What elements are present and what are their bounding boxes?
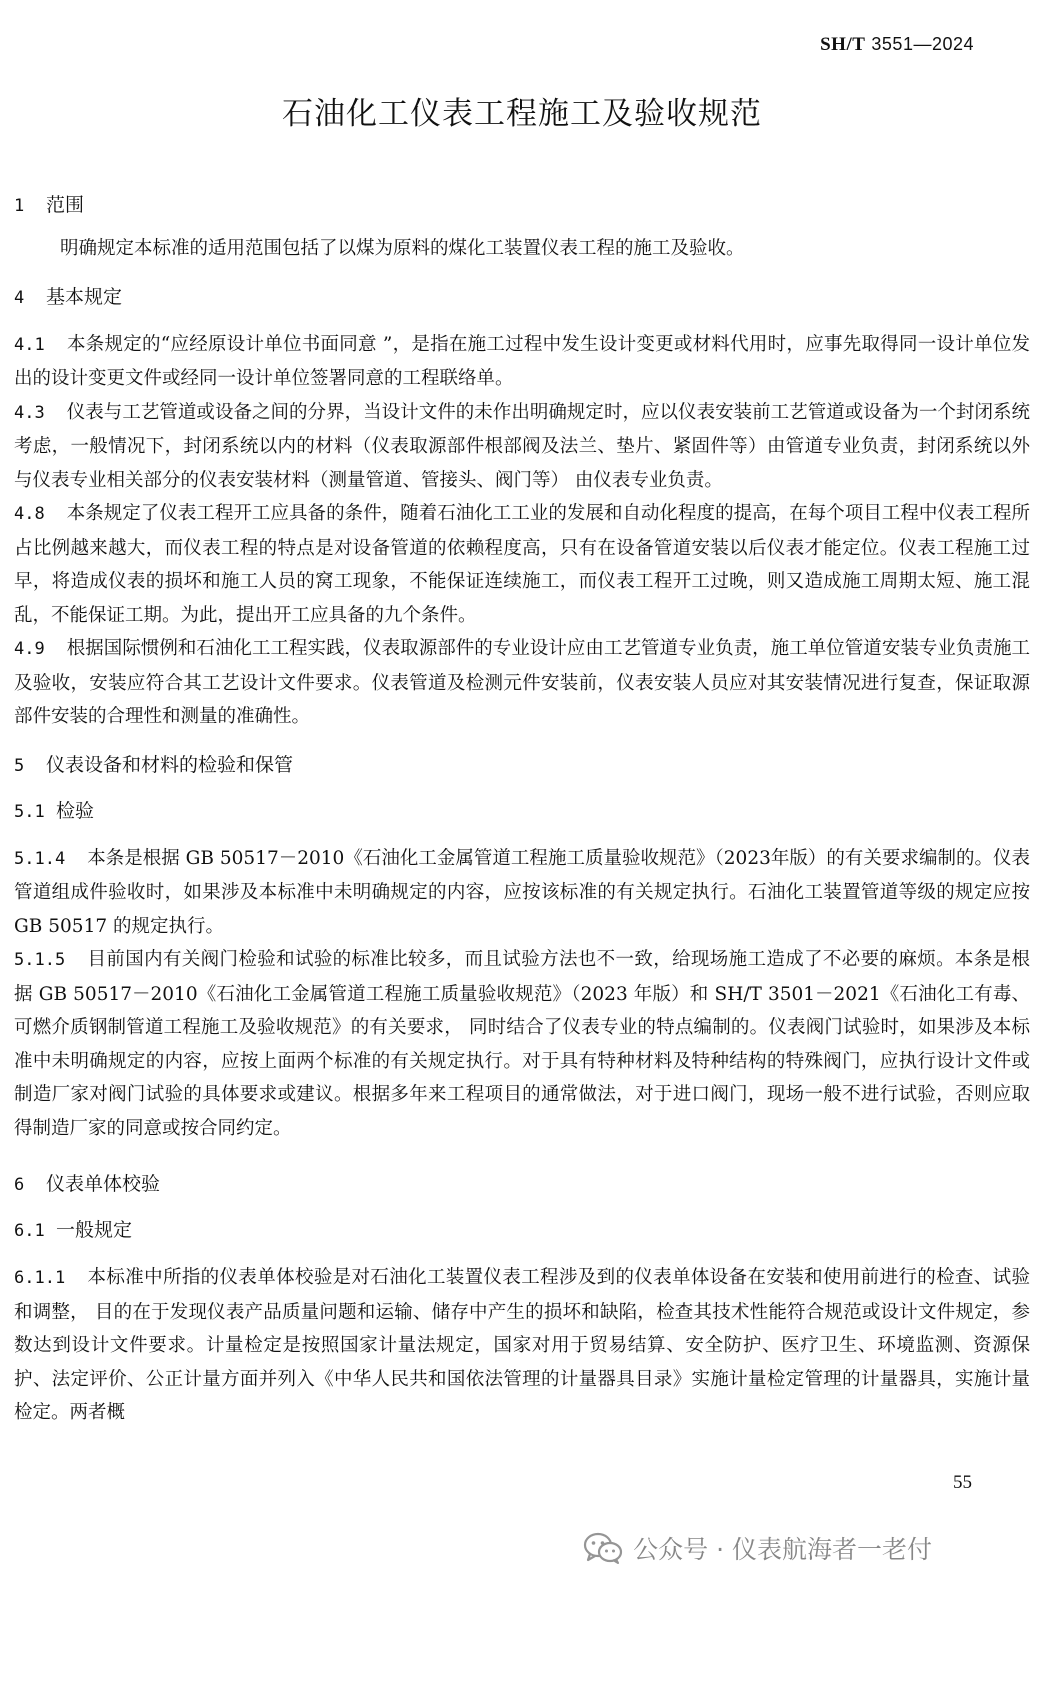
clause-text: 仪表与工艺管道或设备之间的分界，当设计文件的未作出明确规定时，应以仪表安装前工艺管道或设备为一个封闭系统考虑，一般情况下，封闭系统以内的材料（仪表取源部件根部阀及法兰、垫片、紧固件等）由管道专业负责，封闭系统以外与仪表专业相关部分的仪表安装材料（测量管道、管接头、阀门等） 由仪表专业负责。	[14, 401, 1030, 491]
section-heading-4	[14, 282, 1030, 312]
watermark-text: 公众号 · 仪表航海者一老付	[633, 1535, 932, 1564]
clause-text: 本条是根据 GB 50517－2010《石油化工金属管道工程施工质量验收规范》（2023年版）的有关要求编制的。仪表管道组成件验收时，如果涉及本标准中未明确规定的内容，应按该标准的有关规定执行。石油化工装置管道等级的规定应按 GB 50517 的规定执行。	[14, 847, 1030, 937]
subsection-heading-5-1	[14, 796, 1030, 826]
standard-number: 3551—2024	[871, 34, 974, 54]
watermark	[583, 1530, 932, 1566]
document-title: 石油化工仪表工程施工及验收规范	[282, 96, 762, 132]
page-number: 55	[953, 1472, 972, 1493]
section-heading-1	[14, 190, 1030, 220]
section-title: 基本规定	[46, 285, 123, 308]
clause-number: 5.1.5	[14, 950, 66, 970]
clause-number: 4.3	[14, 402, 45, 423]
section-number: 5	[14, 755, 25, 776]
subsection-number: 5.1	[14, 801, 45, 822]
section-title: 范围	[46, 194, 85, 216]
section-heading-5	[14, 750, 1030, 780]
section-number: 1	[14, 196, 25, 216]
section-title: 仪表设备和材料的检验和保管	[46, 753, 294, 776]
standard-label: SH/T	[820, 34, 866, 55]
clause-4-1	[14, 328, 1030, 396]
subsection-number: 6.1	[14, 1221, 45, 1241]
section-number: 6	[14, 1175, 25, 1195]
section-number: 4	[14, 287, 25, 308]
clause-5-1-5	[14, 943, 1030, 1145]
subsection-heading-6-1	[14, 1215, 1030, 1245]
subsection-title: 一般规定	[56, 1219, 133, 1241]
clause-number: 5.1.4	[14, 848, 66, 869]
clause-text: 本标准中所指的仪表单体校验是对石油化工装置仪表工程涉及到的仪表单体设备在安装和使用前进行的检查、试验和调整， 目的在于发现仪表产品质量问题和运输、储存中产生的损坏和缺陷，检查其技术性能符合规范或设计文件规定，参数达到设计文件要求。计量检定是按照国家计量法规定，国家对用于贸易结算、安全防护、医疗卫生、环境监测、资源保护、法定评价、公正计量方面并列入《中华人民共和国依法管理的计量器具目录》实施计量检定管理的计量器具，实施计量检定。两者概	[14, 1267, 1030, 1423]
clause-text: 目前国内有关阀门检验和试验的标准比较多，而且试验方法也不一致，给现场施工造成了不必要的麻烦。本条是根据 GB 50517－2010《石油化工金属管道工程施工质量验收规范》（2023 年版）和 SH/T 3501－2021《石油化工有毒、可燃介质钢制管道工程施工及验收规范》的有关要求， 同时结合了仪表专业的特点编制的。仪表阀门试验时，如果涉及本标准中未明确规定的内容，应按上面两个标准的有关规定执行。对于具有特种材料及特种结构的特殊阀门，应执行设计文件或制造厂家对阀门试验的具体要求或建议。根据多年来工程项目的通常做法，对于进口阀门，现场一般不进行试验，否则应取得制造厂家的同意或按合同约定。	[14, 949, 1030, 1139]
clause-text: 根据国际惯例和石油化工工程实践，仪表取源部件的专业设计应由工艺管道专业负责，施工单位管道安装专业负责施工及验收，安装应符合其工艺设计文件要求。仪表管道及检测元件安装前，仪表安装人员应对其安装情况进行复查，保证取源部件安装的合理性和测量的准确性。	[14, 638, 1030, 727]
clause-4-8	[14, 497, 1030, 632]
wechat-icon	[583, 1532, 623, 1564]
section-heading-6	[14, 1169, 1030, 1199]
paragraph-scope: 明确规定本标准的适用范围包括了以煤为原料的煤化工装置仪表工程的施工及验收。	[60, 238, 745, 259]
section-title: 仪表单体校验	[46, 1173, 161, 1195]
clause-number: 6.1.1	[14, 1268, 66, 1288]
clause-text: 本条规定了仪表工程开工应具备的条件，随着石油化工工业的发展和自动化程度的提高，在每个项目工程中仪表工程所占比例越来越大，而仪表工程的特点是对设备管道的依赖程度高，只有在设备管道安装以后仪表才能定位。仪表工程施工过早，将造成仪表的损坏和施工人员的窝工现象，不能保证连续施工，而仪表工程开工过晚，则又造成施工周期太短、施工混乱，不能保证工期。为此，提出开工应具备的九个条件。	[14, 503, 1030, 626]
clause-5-1-4	[14, 842, 1030, 944]
clause-number: 4.8	[14, 504, 45, 524]
clause-text: 本条规定的“应经原设计单位书面同意 ”，是指在施工过程中发生设计变更或材料代用时，应事先取得同一设计单位发出的设计变更文件或经同一设计单位签署同意的工程联络单。	[14, 333, 1030, 389]
clause-number: 4.1	[14, 334, 45, 355]
subsection-title: 检验	[56, 799, 95, 822]
clause-number: 4.9	[14, 639, 45, 659]
standard-code	[820, 34, 974, 56]
clause-6-1-1	[14, 1261, 1030, 1430]
clause-4-9	[14, 632, 1030, 734]
document-body	[14, 190, 1030, 1430]
clause-4-3	[14, 396, 1030, 498]
